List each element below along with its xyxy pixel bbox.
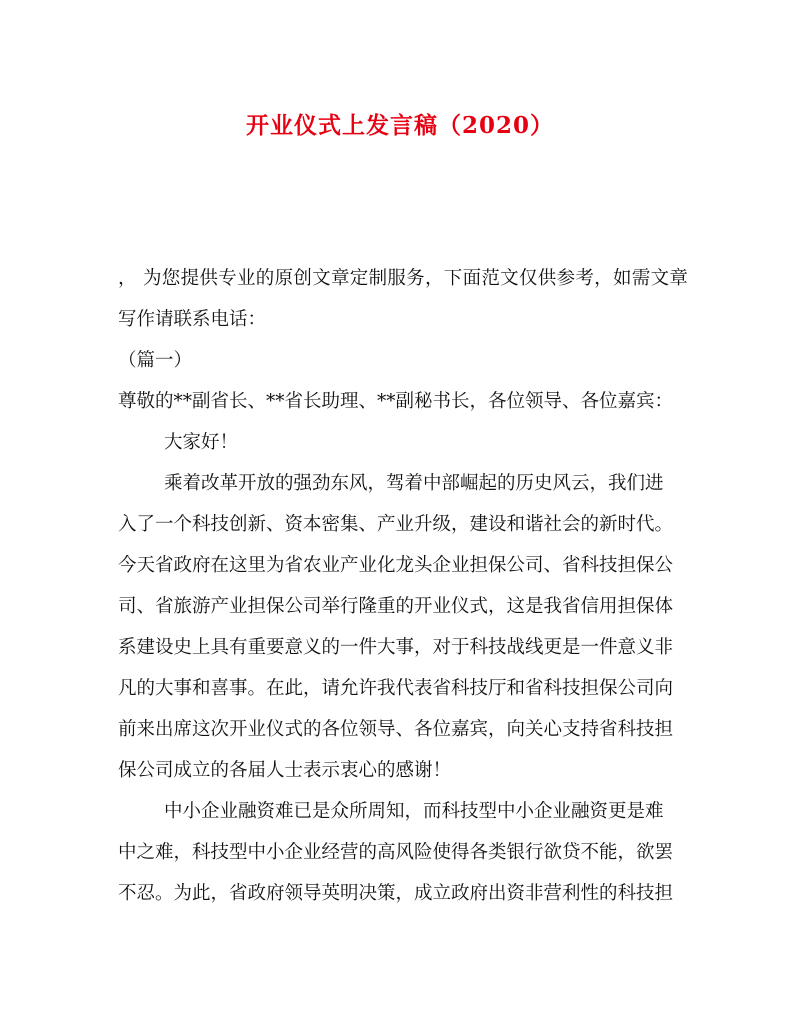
paragraph-line: 中小企业融资难已是众所周知，而科技型中小企业融资更是难 bbox=[164, 801, 664, 822]
paragraph-line: 凡的大事和喜事。在此，请允许我代表省科技厅和省科技担保公司向 bbox=[118, 678, 674, 699]
salutation: 尊敬的**副省长、**省长助理、**副秘书长，各位领导、各位嘉宾： bbox=[118, 391, 674, 412]
section-label: （篇一） bbox=[118, 350, 193, 371]
document-body bbox=[118, 258, 689, 914]
paragraph-line: 不忍。为此，省政府领导英明决策，成立政府出资非营利性的科技担 bbox=[118, 883, 674, 904]
paragraph-line: 系建设史上具有重要意义的一件大事，对于科技战线更是一件意义非 bbox=[118, 637, 674, 658]
paragraph-line: 乘着改革开放的强劲东风，驾着中部崛起的历史风云，我们进 bbox=[164, 473, 664, 494]
paragraph-line: 今天省政府在这里为省农业产业化龙头企业担保公司、省科技担保公 bbox=[118, 555, 674, 576]
paragraph-line: 保公司成立的各届人士表示衷心的感谢！ bbox=[118, 760, 452, 781]
intro-line: ， 为您提供专业的原创文章定制服务，下面范文仅供参考，如需文章 bbox=[118, 268, 689, 289]
paragraph-line: 前来出席这次开业仪式的各位领导、各位嘉宾，向关心支持省科技担 bbox=[118, 719, 674, 740]
document-title: 开业仪式上发言稿（2020） bbox=[245, 112, 554, 139]
intro-line: 写作请联系电话： bbox=[118, 309, 267, 330]
greeting: 大家好！ bbox=[164, 432, 239, 453]
paragraph-line: 入了一个科技创新、资本密集、产业升级，建设和谐社会的新时代。 bbox=[118, 514, 674, 535]
paragraph-line: 司、省旅游产业担保公司举行隆重的开业仪式，这是我省信用担保体 bbox=[118, 596, 674, 617]
paragraph-line: 中之难，科技型中小企业经营的高风险使得各类银行欲贷不能，欲罢 bbox=[118, 842, 674, 863]
